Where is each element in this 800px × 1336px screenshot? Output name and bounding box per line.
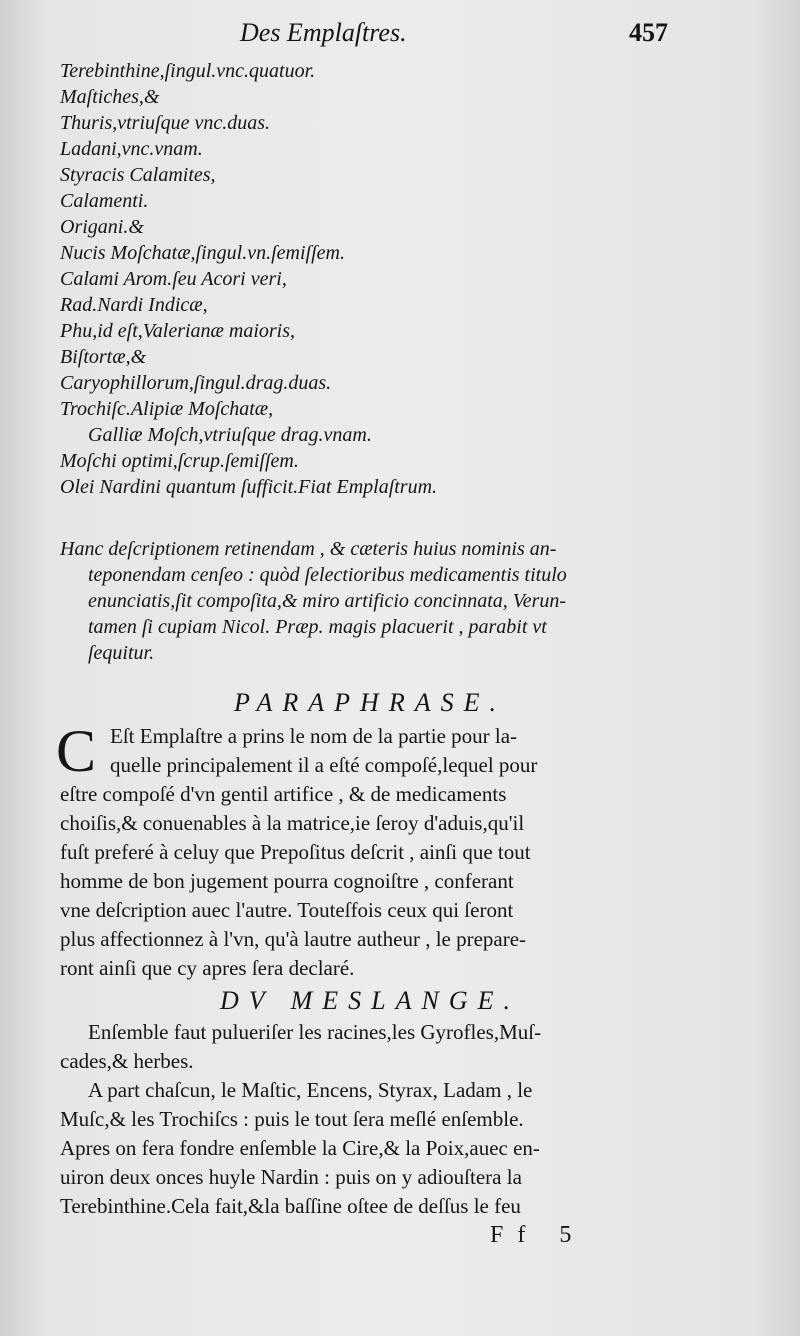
paraphrase-body — [56, 718, 680, 983]
page-number: 457 — [629, 18, 668, 47]
running-title: Des Emplaſtres. — [240, 18, 407, 47]
meslange-heading: DV MESLANGE. — [219, 986, 521, 1015]
signature-mark: Ff 5 — [490, 1222, 586, 1248]
latin-comment — [60, 536, 680, 666]
recipe-line: Styracis Calamites, — [60, 164, 216, 186]
recipe-line: Rad.Nardi Indicæ, — [60, 294, 208, 316]
meslange-line: Enſemble faut pulueriſer les racines,les Gyrofles,Muſ- — [88, 1020, 542, 1044]
paraphrase-line: ront ainſi que cy apres ſera declaré. — [60, 956, 355, 980]
recipe-line: Terebinthine,ſingul.vnc.quatuor. — [60, 60, 316, 82]
comment-line: Hanc deſcriptionem retinendam , & cæteris huius nominis an- — [60, 538, 557, 560]
comment-line: ſequitur. — [88, 642, 155, 664]
paraphrase-line: Eſt Emplaſtre a prins le nom de la partie pour la- — [110, 724, 518, 748]
recipe-line: Ladani,vnc.vnam. — [60, 138, 203, 160]
running-head — [0, 18, 800, 54]
drop-cap: C — [56, 718, 97, 784]
recipe-line: Origani.& — [60, 216, 144, 238]
recipe-line: Maſtiches,& — [60, 86, 160, 108]
recipe-line: Biſtortæ,& — [60, 346, 147, 368]
recipe-line: Olei Nardini quantum ſufficit.Fiat Emplaſtrum. — [60, 476, 438, 498]
recipe-line: Trochiſc.Alipiæ Moſchatæ, — [60, 398, 274, 420]
paraphrase-line: choiſis,& conuenables à la matrice,ie ſeroy d'aduis,qu'il — [60, 811, 525, 835]
recipe-line: Calami Arom.ſeu Acori veri, — [60, 268, 287, 290]
meslange-line: uiron deux onces huyle Nardin : puis on y adiouſtera la — [60, 1165, 522, 1189]
paraphrase-line: eſtre compoſé d'vn gentil artifice , & de medicaments — [60, 782, 507, 806]
recipe-list — [60, 58, 680, 500]
recipe-line: Caryophillorum,ſingul.drag.duas. — [60, 372, 332, 394]
meslange-line: Apres on fera fondre enſemble la Cire,& la Poix,auec en- — [60, 1136, 540, 1160]
recipe-line: Phu,id eſt,Valerianæ maioris, — [60, 320, 295, 342]
comment-line: enunciatis,ſit compoſita,& miro artificio concinnata, Verun- — [88, 590, 567, 612]
paraphrase-line: homme de bon jugement pourra cognoiſtre , conferant — [60, 869, 514, 893]
paraphrase-line: plus affectionnez à l'vn, qu'à lautre autheur , le prepare- — [60, 927, 527, 951]
comment-line: teponendam cenſeo : quòd ſelectioribus medicamentis titulo — [88, 564, 567, 586]
paraphrase-line: fuſt preferé à celuy que Prepoſitus deſcrit , ainſi que tout — [60, 840, 531, 864]
comment-line: tamen ſi cupiam Nicol. Præp. magis placuerit , parabit vt — [88, 616, 547, 638]
recipe-line: Calamenti. — [60, 190, 149, 212]
paraphrase-line: quelle principalement il a eſté compoſé,lequel pour — [110, 753, 538, 777]
meslange-line: A part chaſcun, le Maſtic, Encens, Styrax, Ladam , le — [88, 1078, 533, 1102]
meslange-body — [60, 1018, 680, 1221]
recipe-line: Thuris,vtriuſque vnc.duas. — [60, 112, 270, 134]
paraphrase-heading: PARAPHRASE. — [234, 688, 506, 717]
recipe-line: Galliæ Moſch,vtriuſque drag.vnam. — [88, 424, 372, 446]
meslange-line: cades,& herbes. — [60, 1049, 194, 1073]
meslange-line: Terebinthine.Cela fait,&la baſſine oſtee de deſſus le feu — [60, 1194, 521, 1218]
recipe-line: Moſchi optimi,ſcrup.ſemiſſem. — [60, 450, 299, 472]
paraphrase-line: vne deſcription auec l'autre. Touteſfois ceux qui ſeront — [60, 898, 514, 922]
meslange-line: Muſc,& les Trochiſcs : puis le tout ſera meſlé enſemble. — [60, 1107, 524, 1131]
recipe-line: Nucis Moſchatæ,ſingul.vn.ſemiſſem. — [60, 242, 345, 264]
